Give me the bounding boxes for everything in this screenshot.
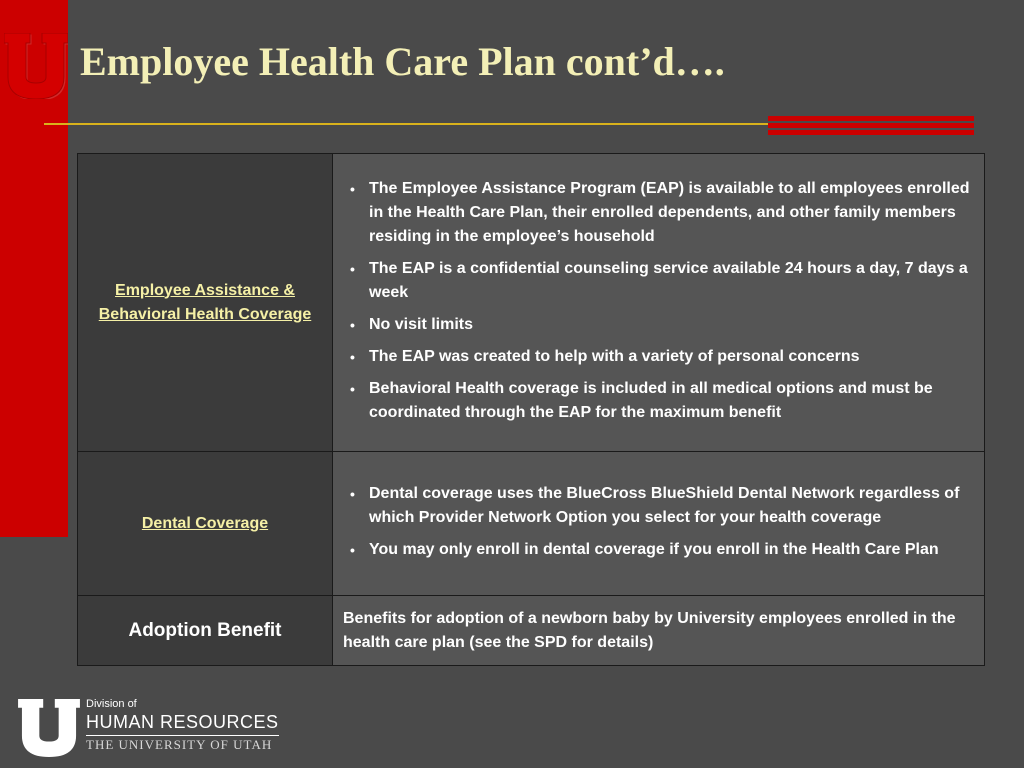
row-content (333, 452, 985, 596)
footer-text (86, 697, 279, 754)
row-content (333, 154, 985, 452)
bullet-item: • Behavioral Health coverage is included in all medical options and must be coordinated through the EAP for the maximum benefit (343, 377, 972, 425)
bullet-item: • The EAP is a confidential counseling service available 24 hours a day, 7 days a week (343, 257, 972, 305)
bullet-item: • The Employee Assistance Program (EAP) is available to all employees enrolled in the Health Care Plan, their enrolled dependents, and other family members residing in the employee’s household (343, 177, 972, 249)
bullet-item: • Dental coverage uses the BlueCross BlueShield Dental Network regardless of which Provider Network Option you select for your health coverage (343, 482, 972, 530)
university-u-logo-icon (18, 699, 80, 757)
title-accent-stripes (768, 116, 974, 135)
adoption-benefit-text: Benefits for adoption of a newborn baby by University employees enrolled in the health care plan (see the SPD for details) (343, 609, 956, 651)
slide-title: Employee Health Care Plan cont’d…. (80, 39, 725, 84)
row-content (333, 596, 985, 666)
bullet-list (343, 177, 972, 425)
bullet-item: • You may only enroll in dental coverage if you enroll in the Health Care Plan (343, 538, 972, 562)
table-row (78, 154, 985, 452)
row-label (78, 154, 333, 452)
division-of-label: Division of (86, 698, 137, 710)
table-row (78, 596, 985, 666)
bullet-list (343, 482, 972, 562)
bullet-item: • No visit limits (343, 313, 972, 337)
row-label (78, 452, 333, 596)
row-label: Adoption Benefit (78, 596, 333, 666)
table-row (78, 452, 985, 596)
university-u-logo-icon (4, 33, 68, 99)
university-name: THE UNIVERSITY OF UTAH (86, 735, 279, 754)
department-name: HUMAN RESOURCES (86, 712, 279, 732)
dental-coverage-link[interactable]: Dental Coverage (141, 514, 269, 532)
bullet-item: • The EAP was created to help with a variety of personal concerns (343, 345, 972, 369)
eap-behavioral-link[interactable]: Employee Assistance & Behavioral Health Coverage (98, 281, 312, 323)
benefits-table (77, 153, 985, 666)
